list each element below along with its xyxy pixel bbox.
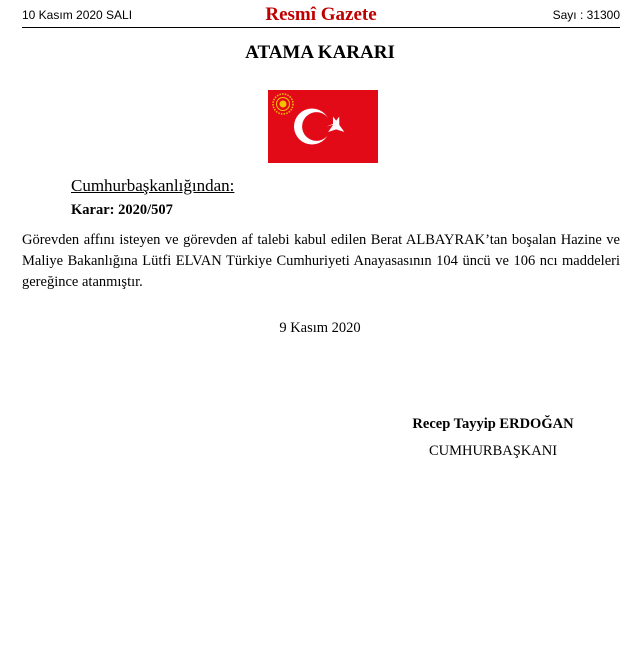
issuer: Cumhurbaşkanlığından: xyxy=(71,176,235,195)
gazette-title: Resmî Gazete xyxy=(265,4,377,25)
signer-title: CUMHURBAŞKANI xyxy=(428,443,558,459)
decision-body: Görevden affını isteyen ve görevden af talebi kabul edilen Berat ALBAYRAK’tan boşalan Hazine ve Maliye Bakanlığına Lütfi ELVAN Türkiye Cumhuriyeti Anayasasının 104 üncü ve 106 ncı maddeleri gereğince atanmıştır. xyxy=(22,232,620,290)
document-title: ATAMA KARARI xyxy=(245,42,395,63)
decision-number: Karar: 2020/507 xyxy=(71,202,173,218)
presidential-seal-icon xyxy=(272,93,294,115)
header-date: 10 Kasım 2020 SALI xyxy=(22,8,133,22)
header-divider xyxy=(22,27,620,28)
signer-name: Recep Tayyip ERDOĞAN xyxy=(412,416,574,432)
gazette-header xyxy=(22,4,620,26)
issue-number: Sayı : 31300 xyxy=(552,8,620,22)
decision-date: 9 Kasım 2020 xyxy=(279,320,361,336)
